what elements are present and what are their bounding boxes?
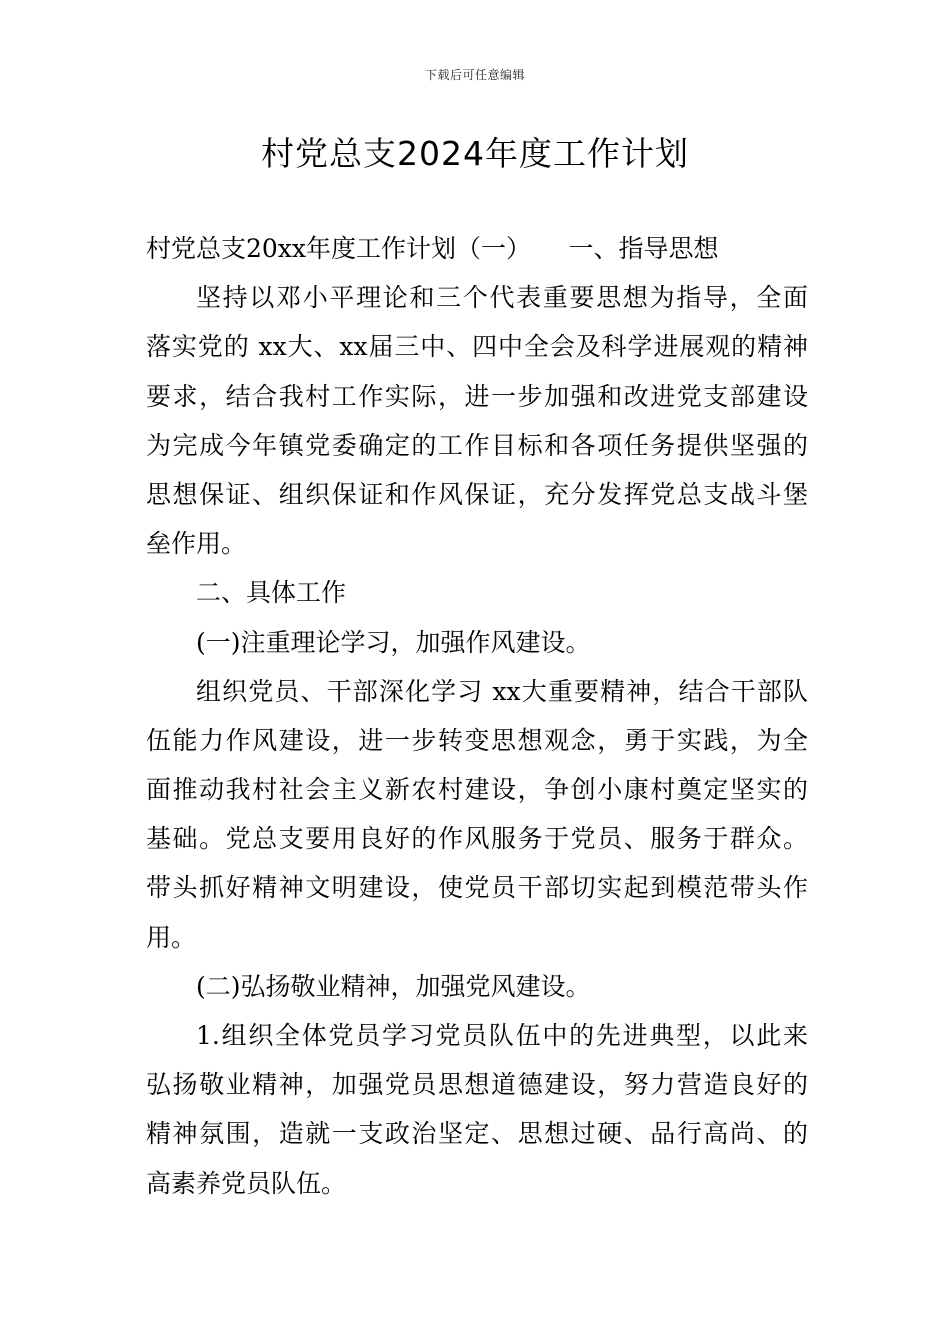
text-line: 用。 [146,922,197,952]
text-line: 二、具体工作 [196,578,347,608]
header-note: 下载后可任意编辑 [424,68,525,82]
text-line: 村党总支20xx年度工作计划（一） 一、指导思想 [146,234,719,263]
text-line: 基础。党总支要用良好的作风服务于党员、服务于群众。 [146,824,808,854]
text-line: 弘扬敬业精神，加强党员思想道德建设，努力营造良好的 [146,1070,808,1100]
text-line: 带头抓好精神文明建设，使党员干部切实起到模范带头作 [146,873,808,903]
text-line: 1.组织全体党员学习党员队伍中的先进典型，以此来 [196,1021,808,1050]
text-line: 坚持以邓小平理论和三个代表重要思想为指导，全面 [196,283,808,313]
document-body [146,224,808,1208]
text-line: 精神氛围，造就一支政治坚定、思想过硬、品行高尚、的 [146,1119,808,1149]
text-line: 垒作用。 [146,529,247,559]
text-line: 高素养党员队伍。 [146,1168,347,1198]
text-line: 伍能力作风建设，进一步转变思想观念，勇于实践，为全 [146,725,808,755]
text-line: (二)弘扬敬业精神，加强党风建设。 [196,971,591,1001]
text-line: 面推动我村社会主义新农村建设，争创小康村奠定坚实的 [146,775,808,805]
text-line: 要求，结合我村工作实际，进一步加强和改进党支部建设 [146,381,808,411]
text-line: (一)注重理论学习，加强作风建设。 [196,627,591,657]
text-line: 组织党员、干部深化学习 xx大重要精神，结合干部队 [196,676,808,706]
text-line: 为完成今年镇党委确定的工作目标和各项任务提供坚强的 [146,430,808,460]
document-title: 村党总支2024年度工作计划 [261,134,689,173]
text-line: 落实党的 xx大、xx届三中、四中全会及科学进展观的精神 [146,332,808,362]
text-line: 思想保证、组织保证和作风保证，充分发挥党总支战斗堡 [146,479,808,509]
